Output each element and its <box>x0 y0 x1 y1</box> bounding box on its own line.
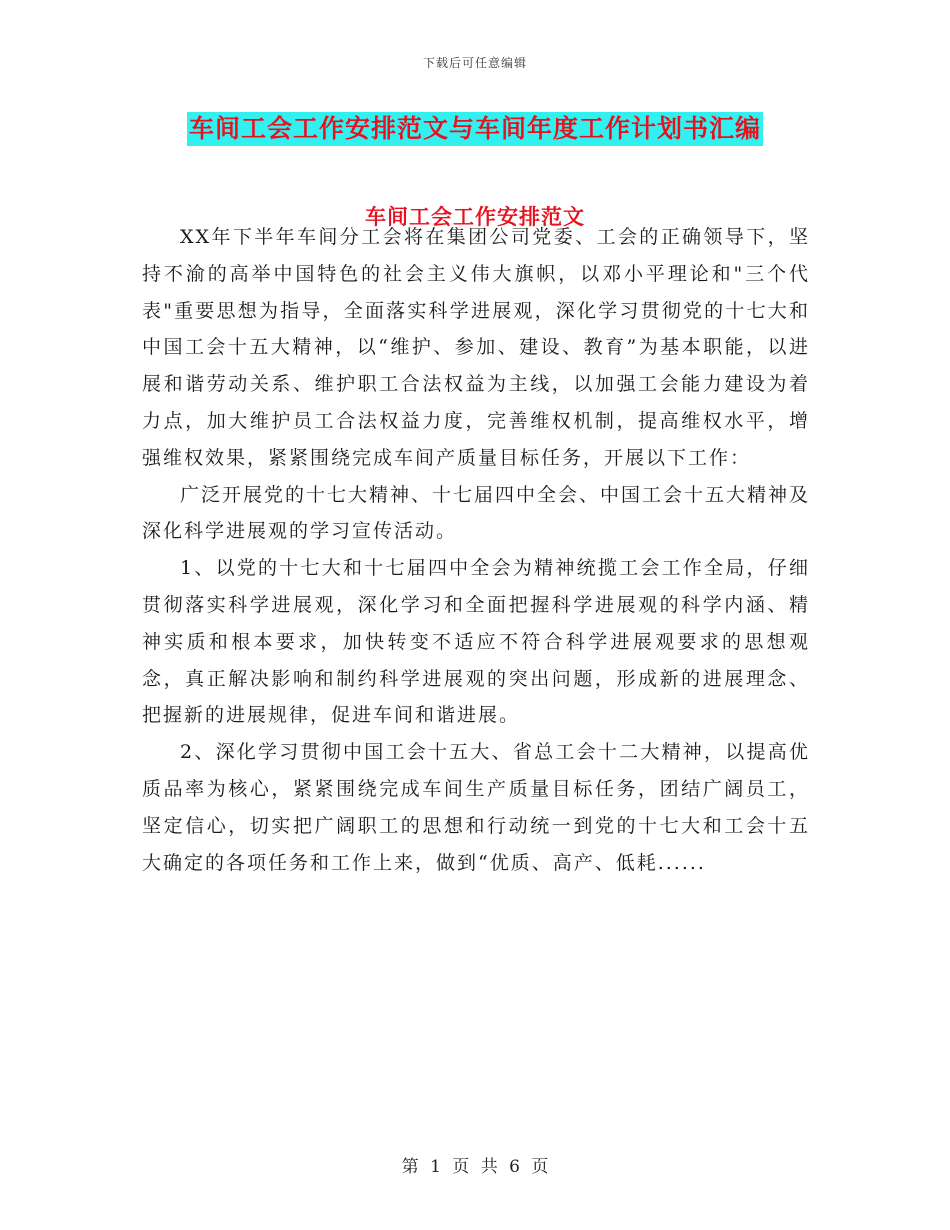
main-title-container <box>0 112 950 146</box>
paragraph-item-2: 2、深化学习贯彻中国工会十五大、省总工会十二大精神，以提高优质品率为核心，紧紧围绕完成车间生产质量目标任务，团结广阔员工，坚定信心，切实把广阔职工的思想和行动统一到党的十七大和工会十五大确定的各项任务和工作上来，做到“优质、高产、低耗...... <box>142 741 810 874</box>
page-number-footer: 第 1 页 共 6 页 <box>401 1157 549 1177</box>
header-note: 下载后可任意编辑 <box>422 56 527 70</box>
section-title: 车间工会工作安排范文 <box>365 205 585 229</box>
document-body <box>142 219 810 881</box>
paragraph-item-1: 1、以党的十七大和十七届四中全会为精神统揽工会工作全局，仔细贯彻落实科学进展观，深化学习和全面把握科学进展观的科学内涵、精神实质和根本要求，加快转变不适应不符合科学进展观要求的思想观念，真正解决影响和制约科学进展观的突出问题，形成新的进展理念、把握新的进展规律，促进车间和谐进展。 <box>142 557 810 727</box>
document-main-title: 车间工会工作安排范文与车间年度工作计划书汇编 <box>187 112 763 146</box>
paragraph-intro: XX年下半年车间分工会将在集团公司党委、工会的正确领导下，坚持不渝的高举中国特色的社会主义伟大旗帜，以邓小平理论和"三个代表"重要思想为指导，全面落实科学进展观，深化学习贯彻党的十七大和中国工会十五大精神，以“维护、参加、建设、教育”为基本职能，以进展和谐劳动关系、维护职工合法权益为主线，以加强工会能力建设为着力点，加大维护员工合法权益力度，完善维权机制，提高维权水平，增强维权效果，紧紧围绕完成车间产质量目标任务，开展以下工作： <box>142 226 810 469</box>
paragraph-study-campaign: 广泛开展党的十七大精神、十七届四中全会、中国工会十五大精神及深化科学进展观的学习宣传活动。 <box>142 483 811 543</box>
